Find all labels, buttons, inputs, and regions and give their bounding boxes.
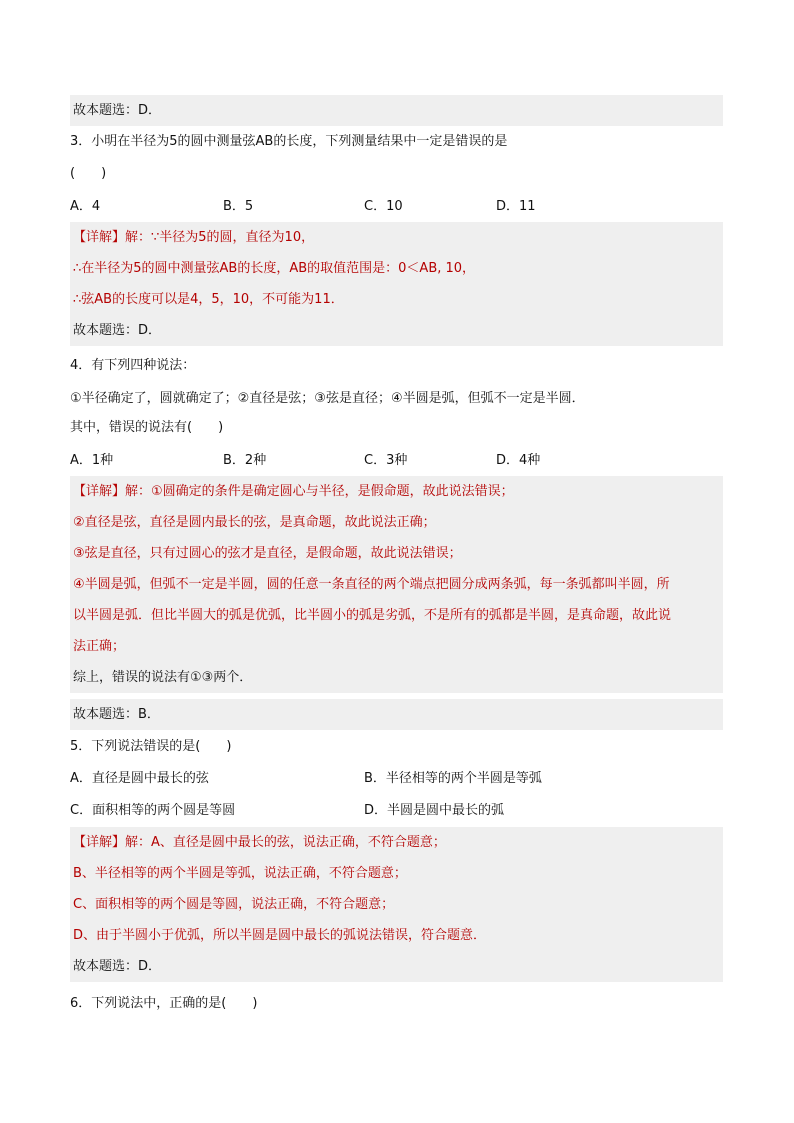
conclusion-text: 故本题选：D． bbox=[73, 103, 162, 118]
detail-line bbox=[70, 631, 723, 662]
detail-line bbox=[70, 920, 723, 951]
detail-line bbox=[70, 662, 723, 693]
answer-conclusion-q2 bbox=[70, 95, 723, 126]
question-3-paren: ( ) bbox=[70, 166, 107, 181]
detail-text: ∴弦AB的长度可以是4，5，10，不可能为11． bbox=[73, 292, 344, 307]
detail-text: 解：A、直径是圆中最长的弦，说法正确，不符合题意； bbox=[125, 835, 446, 850]
option-c: C．10 bbox=[364, 199, 403, 214]
option-d: D．4种 bbox=[496, 453, 541, 468]
detail-text: D、由于半圆小于优弧，所以半圆是圆中最长的弧说法错误，符合题意． bbox=[73, 928, 487, 943]
option-a: A．直径是圆中最长的弦 bbox=[70, 771, 209, 786]
detail-text: 以半圆是弧．但比半圆大的弧是优弧，比半圆小的弧是劣弧，不是所有的弧都是半圆，是真命题，故此说 bbox=[73, 608, 672, 623]
option-d: D．11 bbox=[496, 199, 536, 214]
detail-label: 【详解】 bbox=[73, 835, 126, 850]
detail-text: C、面积相等的两个圆是等圆，说法正确，不符合题意； bbox=[73, 897, 395, 912]
detail-line bbox=[70, 222, 723, 253]
conclusion-text: 故本题选：B． bbox=[73, 707, 160, 722]
detail-line bbox=[70, 507, 723, 538]
question-3-stem: 3．小明在半径为5的圆中测量弦AB的长度，下列测量结果中一定是错误的是 bbox=[70, 134, 508, 149]
detail-text: ③弦是直径，只有过圆心的弦才是直径，是假命题，故此说法错误； bbox=[73, 546, 462, 561]
question-5-stem: 5．下列说法错误的是( ) bbox=[70, 739, 232, 754]
conclusion-text: 故本题选：D． bbox=[73, 323, 162, 338]
detail-line bbox=[70, 476, 723, 507]
answer-conclusion bbox=[70, 699, 723, 730]
detail-text: ∴在半径为5的圆中测量弦AB的长度，AB的取值范围是：0＜AB, 10， bbox=[73, 261, 476, 276]
detail-text: 解：∵半径为5的圆，直径为10， bbox=[125, 230, 315, 245]
question-6-stem: 6．下列说法中，正确的是( ) bbox=[70, 996, 258, 1011]
conclusion-text: 故本题选：D． bbox=[73, 959, 162, 974]
option-b: B．5 bbox=[223, 199, 254, 214]
detail-line bbox=[70, 858, 723, 889]
question-4-question: 其中，错误的说法有( ) bbox=[70, 420, 224, 435]
question-4-statements: ①半径确定了，圆就确定了；②直径是弦；③弦是直径；④半圆是弧，但弧不一定是半圆． bbox=[70, 391, 585, 406]
option-b: B．2种 bbox=[223, 453, 267, 468]
option-a: A．1种 bbox=[70, 453, 114, 468]
detail-line bbox=[70, 538, 723, 569]
detail-line bbox=[70, 600, 723, 631]
detail-text: B、半径相等的两个半圆是等弧，说法正确，不符合题意； bbox=[73, 866, 407, 881]
option-b: B．半径相等的两个半圆是等弧 bbox=[364, 771, 542, 786]
detail-line bbox=[70, 827, 723, 858]
detail-text: 综上，错误的说法有①③两个． bbox=[73, 670, 253, 685]
option-c: C．面积相等的两个圆是等圆 bbox=[70, 803, 236, 818]
detail-text: ④半圆是弧，但弧不一定是半圆，圆的任意一条直径的两个端点把圆分成两条弧，每一条弧都叫半圆，所 bbox=[73, 577, 670, 592]
detail-label: 【详解】 bbox=[73, 484, 126, 499]
detail-line bbox=[70, 284, 723, 315]
option-c: C．3种 bbox=[364, 453, 408, 468]
option-a: A．4 bbox=[70, 199, 101, 214]
detail-label: 【详解】 bbox=[73, 230, 126, 245]
detail-text: 法正确； bbox=[73, 639, 126, 654]
detail-line bbox=[70, 569, 723, 600]
answer-conclusion bbox=[70, 951, 723, 982]
option-d: D．半圆是圆中最长的弧 bbox=[364, 803, 505, 818]
answer-conclusion bbox=[70, 315, 723, 346]
detail-line bbox=[70, 253, 723, 284]
detail-text: ②直径是弦，直径是圆内最长的弦，是真命题，故此说法正确； bbox=[73, 515, 436, 530]
question-4-stem: 4．有下列四种说法： bbox=[70, 358, 196, 373]
detail-text: 解：①圆确定的条件是确定圆心与半径，是假命题，故此说法错误； bbox=[125, 484, 514, 499]
detail-line bbox=[70, 889, 723, 920]
